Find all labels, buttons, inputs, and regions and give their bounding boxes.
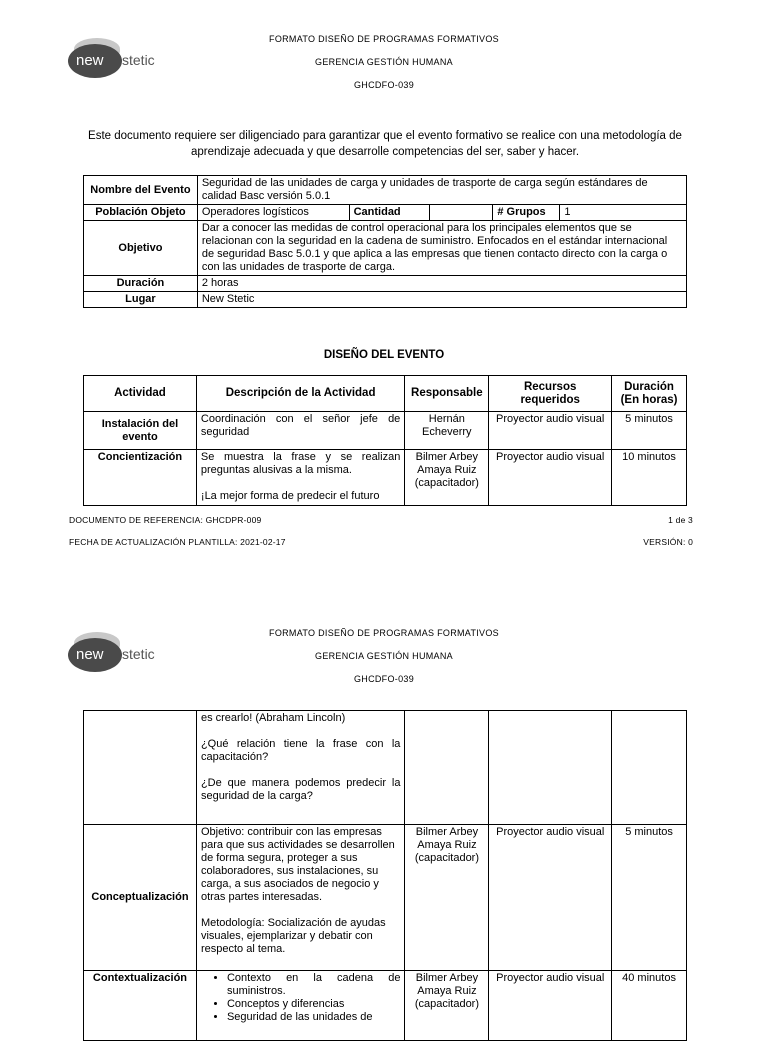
responsable-cell: Bilmer Arbey Amaya Ruiz (capacitador) [405, 825, 489, 971]
responsable-cell: Hernán Echeverry [405, 412, 489, 450]
table-row [84, 412, 687, 450]
descripcion-cell [196, 711, 404, 825]
grupos-label: # Grupos [493, 205, 560, 220]
logo-text-stetic: stetic [122, 52, 155, 68]
descripcion-cell [196, 825, 404, 971]
actividad-cell: Instalación del evento [84, 412, 197, 450]
department-name: GERENCIA GESTIÓN HUMANA [315, 651, 453, 661]
table-row [84, 205, 687, 221]
page-number: 1 de 3 [668, 515, 693, 525]
header-descripcion: Descripción de la Actividad [196, 376, 404, 412]
responsable-cell: Bilmer Arbey Amaya Ruiz (capacitador) [405, 971, 489, 1041]
poblacion-value: Operadores logísticos [197, 205, 349, 221]
objetivo-label: Objetivo [84, 221, 198, 276]
actividad-cell: Concientización [84, 450, 197, 506]
duracion-cell: 10 minutos [612, 450, 687, 506]
recursos-cell [489, 711, 612, 825]
descripcion-paragraph: ¡La mejor forma de predecir el futuro [200, 490, 380, 502]
actividad-cell [84, 711, 197, 825]
list-item: • Conceptos y diferencias [227, 998, 400, 1011]
logo-text-new: new [76, 52, 104, 69]
table-row [84, 176, 687, 205]
descripcion-cell [196, 450, 404, 506]
duracion-cell: 40 minutos [612, 971, 687, 1041]
lugar-value: New Stetic [197, 292, 686, 308]
descripcion-cell: Coordinación con el señor jefe de seguridad [196, 412, 404, 450]
table-row [84, 276, 687, 292]
table-row [84, 825, 687, 971]
descripcion-paragraph: es crearlo! (Abraham Lincoln) [200, 712, 346, 724]
descripcion-cell [196, 971, 404, 1041]
recursos-cell: Proyector audio visual [489, 971, 612, 1041]
table-row [84, 221, 687, 276]
recursos-cell: Proyector audio visual [489, 450, 612, 506]
grupos-cell [493, 205, 687, 221]
descripcion-paragraph: Se muestra la frase y se realizan preguntas alusivas a la misma. [200, 451, 401, 476]
document-title: FORMATO DISEÑO DE PROGRAMAS FORMATIVOS [269, 628, 499, 638]
department-name: GERENCIA GESTIÓN HUMANA [315, 57, 453, 67]
responsable-cell [405, 711, 489, 825]
document-code: GHCDFO-039 [353, 674, 414, 684]
event-design-table [83, 375, 687, 506]
objetivo-value: Dar a conocer las medidas de control operacional para los principales elementos que se relacionan con la seguridad en la cadena de suministro. Enfocados en el estándar internacional de seguridad Basc 5.0.1 y que aplica a las empresas que tienen contacto directo con la carga o con las unidades de trasporte de carga. [197, 221, 686, 276]
descripcion-paragraph: ¿De que manera podemos predecir la seguridad de la carga? [200, 777, 401, 802]
duracion-cell: 5 minutos [612, 825, 687, 971]
table-header-row [84, 376, 687, 412]
event-design-table-continued [83, 710, 687, 1041]
event-info-table [83, 175, 687, 308]
grupos-value: 1 [564, 206, 571, 218]
design-section-title: DISEÑO DEL EVENTO [323, 349, 445, 361]
descripcion-paragraph: ¿Qué relación tiene la frase con la capacitación? [200, 738, 401, 763]
template-update-date: FECHA DE ACTUALIZACIÓN PLANTILLA: 2021-02-17 [69, 537, 286, 547]
table-row [84, 711, 687, 825]
duracion-label: Duración [84, 276, 198, 292]
duracion-cell [612, 711, 687, 825]
lugar-label: Lugar [84, 292, 198, 308]
cantidad-value [429, 205, 493, 221]
responsable-cell: Bilmer Arbey Amaya Ruiz (capacitador) [405, 450, 489, 506]
logo-text-stetic: stetic [122, 646, 155, 662]
bullet-list [201, 972, 400, 1024]
recursos-cell: Proyector audio visual [489, 825, 612, 971]
header-recursos: Recursos requeridos [489, 376, 612, 412]
header-duracion: Duración (En horas) [612, 376, 687, 412]
version-label: VERSIÓN: 0 [643, 537, 693, 547]
document-title: FORMATO DISEÑO DE PROGRAMAS FORMATIVOS [269, 34, 499, 44]
table-row [84, 450, 687, 506]
list-item: • Seguridad de las unidades de [227, 1011, 400, 1024]
actividad-cell: Contextualización [84, 971, 197, 1041]
duracion-value: 2 horas [197, 276, 686, 292]
document-code: GHCDFO-039 [353, 80, 414, 90]
descripcion-paragraph: Objetivo: contribuir con las empresas para que sus actividades se desarrollen de forma segura, proteger a sus colaboradores, sus instalaciones, su carga, a sus asociados de negocio y otras partes interesadas. [200, 826, 395, 903]
header-responsable: Responsable [405, 376, 489, 412]
list-item: • Contexto en la cadena de suministros. [227, 972, 400, 998]
table-row [84, 292, 687, 308]
poblacion-label: Población Objeto [84, 205, 198, 221]
header-actividad: Actividad [84, 376, 197, 412]
recursos-cell: Proyector audio visual [489, 412, 612, 450]
duracion-cell: 5 minutos [612, 412, 687, 450]
actividad-cell: Conceptualización [84, 825, 197, 971]
intro-text: Este documento requiere ser diligenciado para garantizar que el evento formativo se realice con una metodología de aprendizaje adecuada y que desarrolle competencias del ser, saber y hacer. [88, 130, 682, 158]
reference-document: DOCUMENTO DE REFERENCIA: GHCDPR-009 [69, 515, 262, 525]
table-row [84, 971, 687, 1041]
nombre-value: Seguridad de las unidades de carga y unidades de trasporte de carga según estándares de calidad Basc versión 5.0.1 [197, 176, 686, 205]
logo-text-new: new [76, 646, 104, 663]
cantidad-label: Cantidad [349, 205, 429, 221]
nombre-label: Nombre del Evento [84, 176, 198, 205]
descripcion-paragraph: Metodología: Socialización de ayudas visuales, ejemplarizar y debatir con respecto al tema. [200, 917, 386, 955]
